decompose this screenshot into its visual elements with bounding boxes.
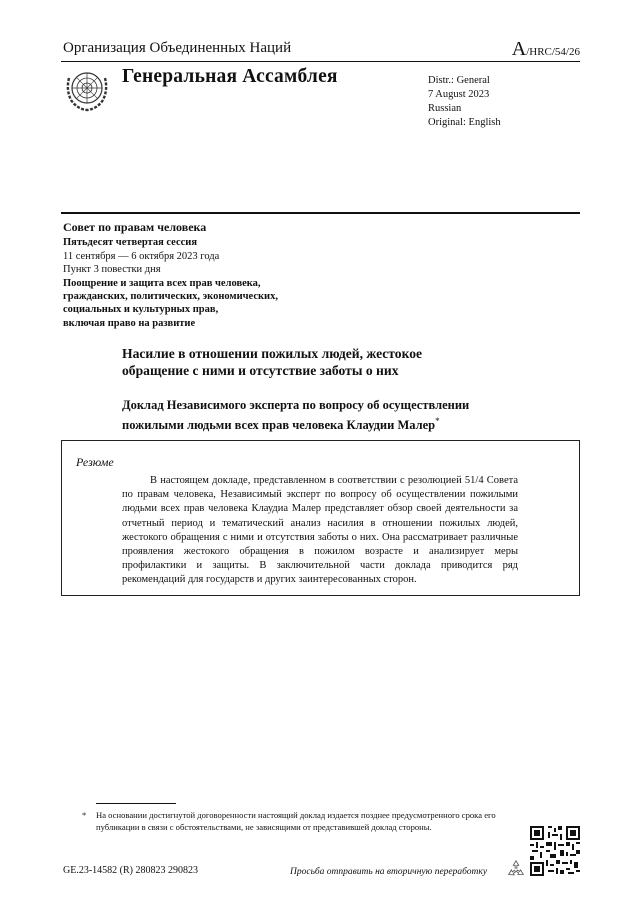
document-number: GE.23-14582 (R) 280823 290823 — [63, 865, 198, 876]
qr-code-icon — [530, 826, 580, 876]
agenda-title-line: социальных и культурных прав, — [63, 304, 219, 316]
document-symbol-rest: /HRC/54/26 — [526, 46, 580, 58]
session-name: Пятьдесят четвертая сессия — [63, 237, 198, 249]
distribution-language: Russian — [428, 103, 462, 114]
organization-name: Организация Объединенных Наций — [63, 40, 292, 56]
summary-text: В настоящем докладе, представленном в соответствии с резолюцией 51/4 Совета по правам человека, Независимый эксперт по вопросу об осуществлении пожилыми людьми всех прав человека Клаудиа Малер представляет обзор своей деятельности за отчетный период и тематический анализ насилия в отношении пожилых людей, жестокого обращения с ними и отсутствия заботы о них. Она рассматривает различные проявления жестокого обращения в пожилом возрасте и анализирует меры профилактики и защиты. В заключительной части доклада приводится ряд рекомендаций для государств и других заинтересованных сторон. — [122, 475, 518, 586]
session-block — [63, 221, 278, 330]
recycle-icon — [505, 858, 527, 880]
summary-label: Резюме — [76, 455, 114, 469]
document-symbol — [512, 38, 580, 61]
footnote-rule — [96, 803, 176, 804]
section-rule — [61, 212, 580, 214]
document-subtitle-text: пожилыми людьми всех прав человека Клаудии Малер — [122, 417, 436, 432]
distribution-block — [428, 74, 501, 130]
agenda-title-line: Поощрение и защита всех прав человека, — [63, 277, 261, 289]
agenda-title-line: гражданских, политических, экономических, — [63, 291, 278, 303]
agenda-item: Пункт 3 повестки дня — [63, 264, 161, 276]
footnote — [82, 809, 496, 834]
footnote-reference-mark: * — [435, 415, 440, 426]
distribution-date: 7 August 2023 — [428, 89, 490, 100]
document-subtitle-line — [122, 414, 469, 434]
recycle-note: Просьба отправить на вторичную переработку — [290, 867, 488, 877]
document-title-line: Насилие в отношении пожилых людей, жестокое — [122, 346, 423, 361]
general-assembly-title: Генеральная Ассамблея — [122, 66, 338, 87]
header-rule — [61, 61, 580, 62]
session-dates: 11 сентября — 6 октября 2023 года — [63, 250, 220, 262]
agenda-title-line: включая право на развитие — [63, 317, 196, 329]
document-subtitle — [122, 398, 469, 433]
distribution-type: Distr.: General — [428, 75, 490, 86]
document-symbol-prefix: A — [511, 38, 527, 60]
footnote-text: На основании достигнутой договоренности настоящий доклад издается позднее предусмотренного срока его публикации в связи с обстоятельствами, не зависящими от представившей доклад стороны. — [96, 810, 496, 833]
distribution-original: Original: English — [428, 117, 501, 128]
council-name: Совет по правам человека — [63, 220, 207, 234]
document-title-line: обращение с ними и отсутствие заботы о них — [122, 363, 399, 378]
document-title — [122, 345, 422, 379]
un-emblem-icon — [63, 66, 111, 114]
footnote-mark: * — [82, 810, 87, 820]
document-subtitle-line: Доклад Независимого эксперта по вопросу об осуществлении — [122, 398, 470, 412]
